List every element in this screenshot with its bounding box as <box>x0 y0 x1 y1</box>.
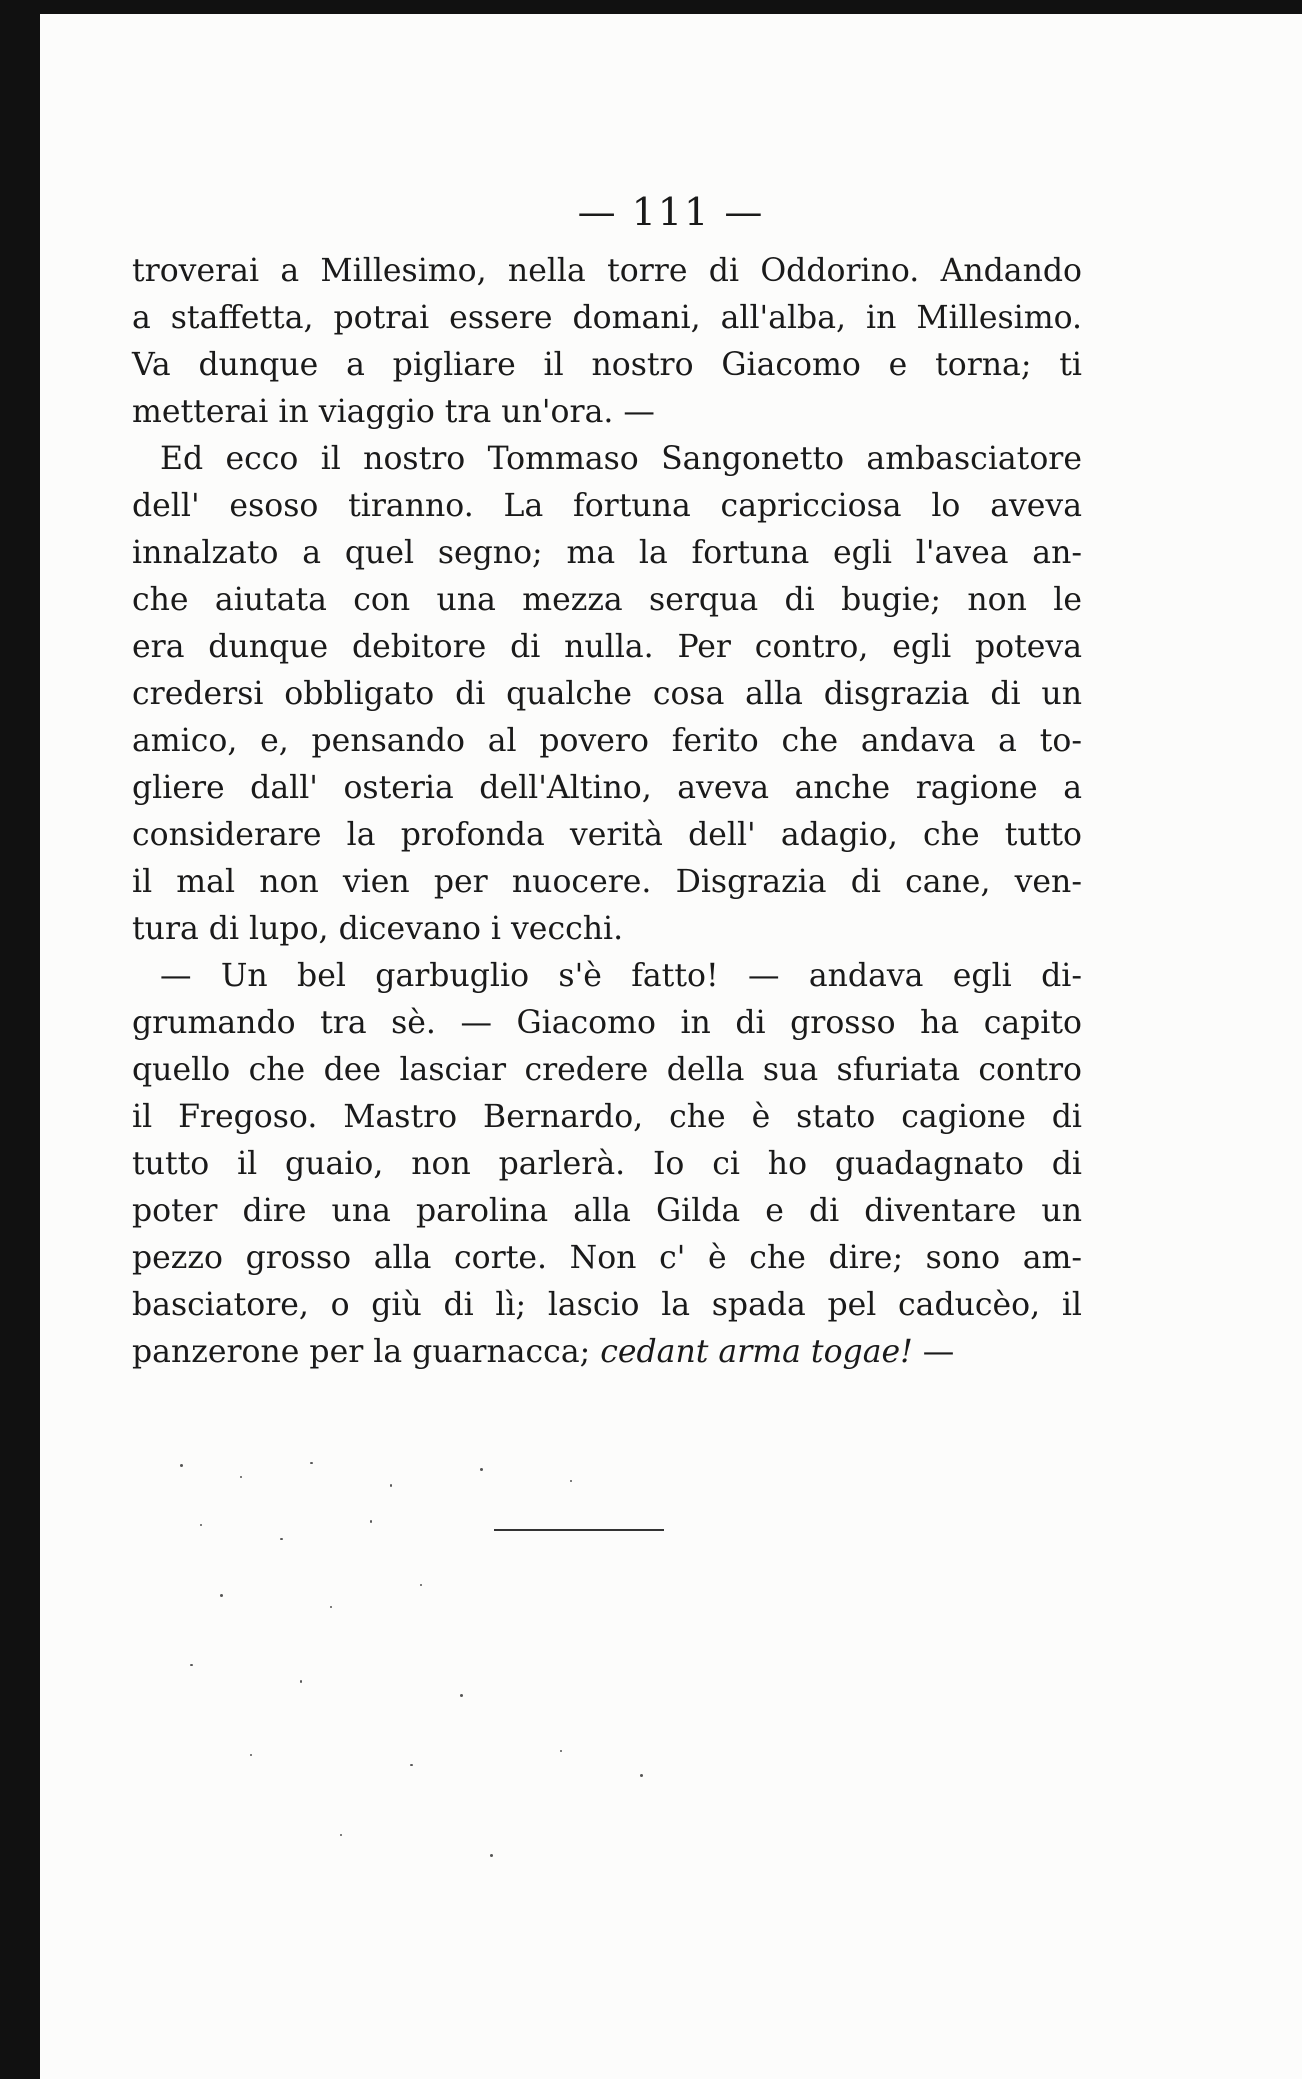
text-line: credersi obbligato di qualche cosa alla disgrazia di un <box>132 676 1082 712</box>
text-line: considerare la profonda verità dell' adagio, che tutto <box>132 817 1082 853</box>
text-line: Ed ecco il nostro Tommaso Sangonetto ambasciatore <box>160 441 1082 477</box>
text-line: il mal non vien per nuocere. Disgrazia di cane, ven- <box>132 864 1082 900</box>
text-line: innalzato a quel segno; ma la fortuna egli l'avea an- <box>132 535 1082 571</box>
text-line: poter dire una parolina alla Gilda e di diventare un <box>132 1193 1082 1229</box>
text-line: pezzo grosso alla corte. Non c' è che dire; sono am- <box>132 1240 1082 1276</box>
text-line: Va dunque a pigliare il nostro Giacomo e torna; ti <box>132 347 1082 383</box>
text-line: tura di lupo, dicevano i vecchi. <box>132 911 624 947</box>
closing-dash: — <box>912 1334 955 1370</box>
text-line: il Fregoso. Mastro Bernardo, che è stato cagione di <box>132 1099 1082 1135</box>
text-line: — Un bel garbuglio s'è fatto! — andava egli di- <box>160 958 1082 994</box>
show-through-specks <box>160 1454 760 1874</box>
text-line: tutto il guaio, non parlerà. Io ci ho guadagnato di <box>132 1146 1082 1182</box>
text-line: grumando tra sè. — Giacomo in di grosso ha capito <box>132 1005 1082 1041</box>
text-line: era dunque debitore di nulla. Per contro, egli poteva <box>132 629 1082 665</box>
page-number: — 111 — <box>577 190 765 234</box>
text-line-segment: panzerone per la guarnacca; <box>132 1334 591 1370</box>
text-line: che aiutata con una mezza serqua di bugie; non le <box>132 582 1082 618</box>
body-text <box>132 248 1082 1376</box>
text-line <box>132 1329 1082 1376</box>
book-page <box>40 14 1302 2079</box>
text-line: metterai in viaggio tra un'ora. — <box>132 394 655 430</box>
latin-quote: cedant arma togae! <box>600 1334 913 1370</box>
text-line: amico, e, pensando al povero ferito che andava a to- <box>132 723 1082 759</box>
text-line: troverai a Millesimo, nella torre di Oddorino. Andando <box>132 253 1082 289</box>
text-line: basciatore, o giù di lì; lascio la spada pel caducèo, il <box>132 1287 1082 1323</box>
text-line: quello che dee lasciar credere della sua sfuriata contro <box>132 1052 1082 1088</box>
text-line: a staffetta, potrai essere domani, all'alba, in Millesimo. <box>132 300 1082 336</box>
scan-border-left <box>0 0 40 2079</box>
text-line: gliere dall' osteria dell'Altino, aveva anche ragione a <box>132 770 1082 806</box>
text-line: dell' esoso tiranno. La fortuna capricciosa lo aveva <box>132 488 1082 524</box>
scan-border-top <box>0 0 1302 14</box>
